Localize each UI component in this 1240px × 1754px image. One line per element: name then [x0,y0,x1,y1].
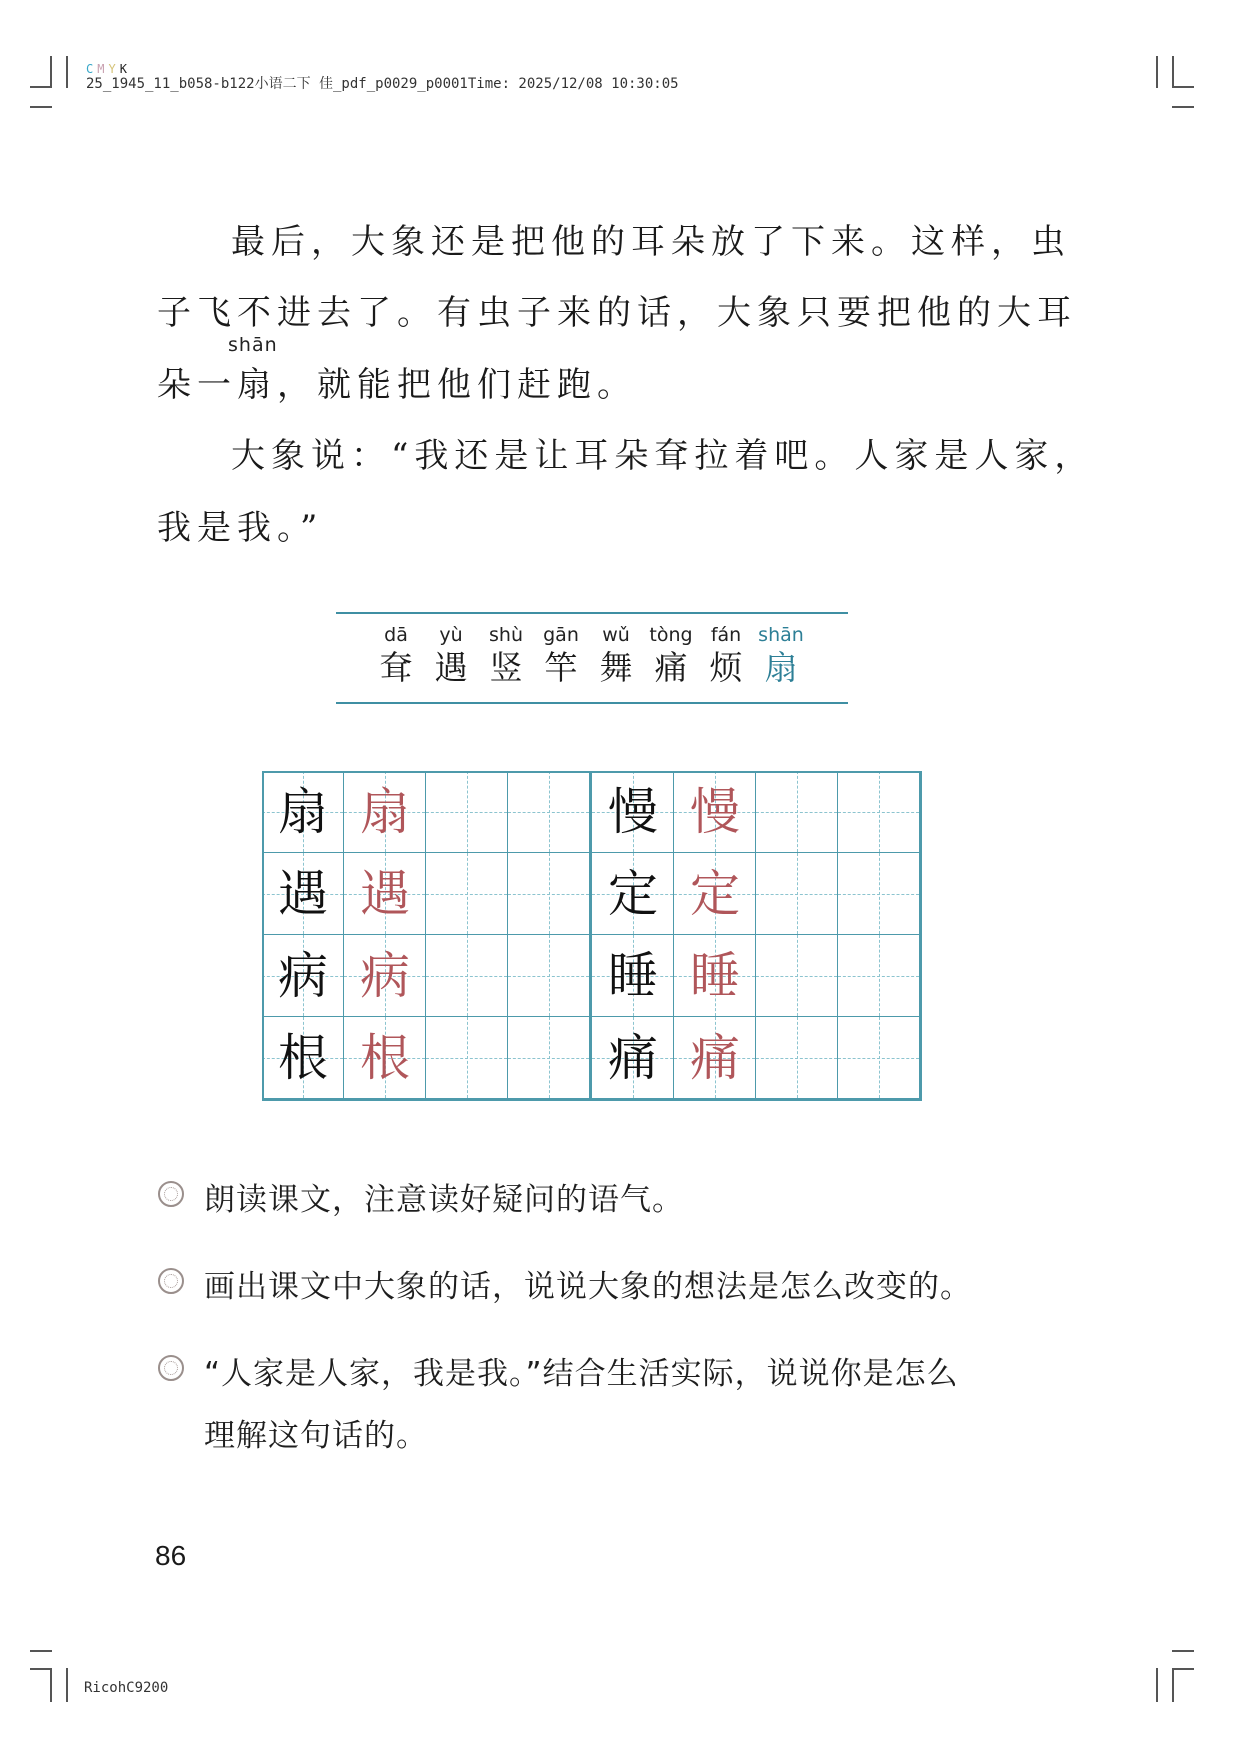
trace-char: 扇 [360,783,410,841]
crop-mark [1156,1668,1158,1702]
word-item: yù 遇 [434,624,468,687]
strip-top-rule [336,612,848,614]
passage-line: 朵一扇，就能把他们赶跑。 [157,365,637,405]
trace-char: 痛 [690,1029,740,1087]
word-item: wǔ 舞 [599,624,633,687]
crop-mark [1172,1668,1174,1702]
trace-char: 睡 [690,947,740,1005]
exercise-bullet-icon [158,1268,184,1294]
ruby-pinyin: shān [228,334,278,356]
print-info [86,62,679,92]
crop-mark [1172,1668,1194,1670]
strip-bottom-rule [336,702,848,704]
trace-char: 根 [360,1029,410,1087]
crop-mark [50,56,52,88]
model-char: 定 [608,865,658,923]
model-char: 根 [278,1029,328,1087]
exercise-text: 理解这句话的。 [204,1418,428,1454]
trace-char: 慢 [690,783,740,841]
crop-mark [30,1650,52,1652]
crop-mark [50,1668,52,1702]
exercise-text: “人家是人家，我是我。”结合生活实际，说说你是怎么 [204,1356,959,1392]
trace-char: 遇 [360,865,410,923]
printer-label: RicohC9200 [84,1680,169,1696]
crop-mark [66,56,68,88]
crop-mark [1172,106,1194,108]
model-char: 扇 [278,783,328,841]
word-item: gān 竿 [543,624,579,687]
trace-char: 定 [690,865,740,923]
model-char: 痛 [608,1029,658,1087]
model-char: 睡 [608,947,658,1005]
crop-mark [66,1668,68,1702]
model-char: 遇 [278,865,328,923]
crop-mark [1172,56,1174,88]
exercise-bullet-icon [158,1181,184,1207]
model-char: 慢 [608,783,658,841]
passage-line: 最后，大象还是把他的耳朵放了下来。这样，虫 [231,222,1071,262]
crop-mark [1172,1650,1194,1652]
writing-grid [262,771,922,1101]
crop-mark [30,1668,52,1670]
trace-char: 病 [360,947,410,1005]
word-item: fán 烦 [709,624,743,687]
passage-line: 子飞不进去了。有虫子来的话，大象只要把他的大耳 [157,293,1077,333]
passage-line: 大象说：“我还是让耳朵耷拉着吧。人家是人家， [231,436,1095,476]
passage-line: 我是我。” [157,508,324,548]
model-char: 病 [278,947,328,1005]
crop-mark [30,106,52,108]
word-item-highlight: shān 扇 [758,624,804,687]
word-item: shù 竖 [489,624,523,687]
word-item: tòng 痛 [649,624,693,687]
crop-mark [1156,56,1158,88]
word-item: dā 耷 [379,624,413,687]
crop-mark [30,86,52,88]
page-number: 86 [155,1540,187,1571]
crop-mark [1172,86,1194,88]
exercise-text: 画出课文中大象的话，说说大象的想法是怎么改变的。 [204,1269,972,1305]
job-info: 25_1945_11_b058-b122小语二下 佳_pdf_p0029_p0001Time: 2025/12/08 10:30:05 [86,76,679,92]
exercise-text: 朗读课文，注意读好疑问的语气。 [204,1182,684,1218]
exercise-bullet-icon [158,1355,184,1381]
cmyk-label: CMYK [86,62,131,76]
